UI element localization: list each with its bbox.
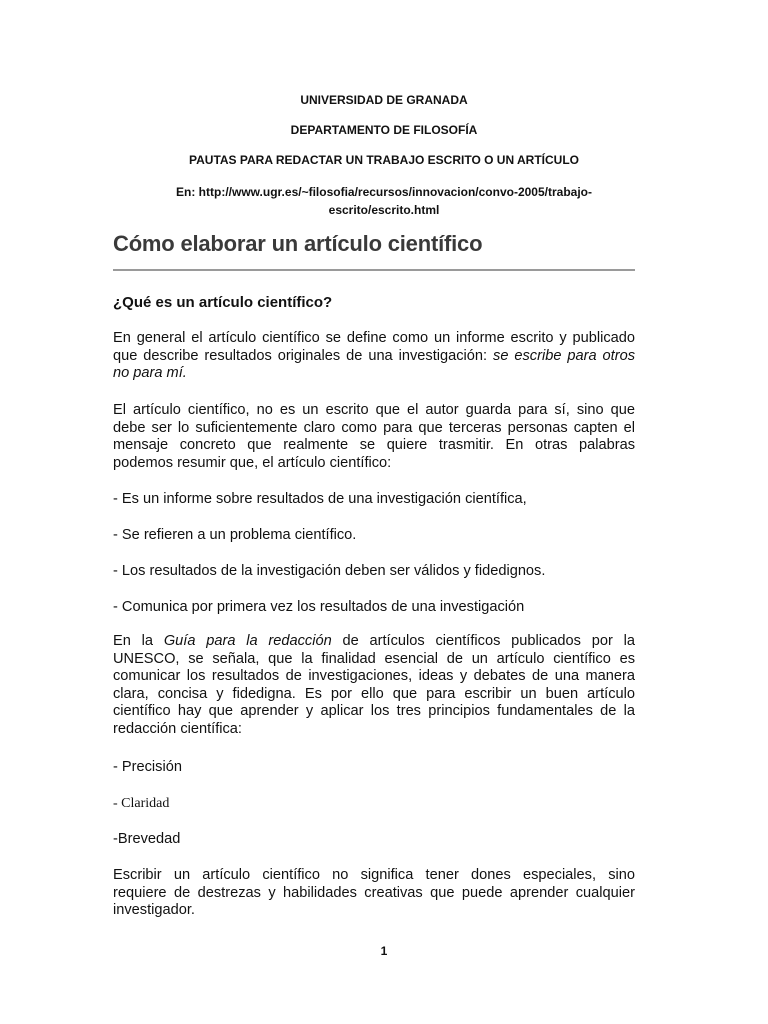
source-url-line-2: escrito/escrito.html <box>328 203 440 217</box>
paragraph-line: redacción científica: <box>113 720 242 737</box>
section-heading: ¿Qué es un artículo científico? <box>113 294 333 311</box>
paragraph-line: UNESCO, se señala, que la finalidad esencial de un artículo científico es <box>113 650 635 667</box>
paragraph-line: En general el artículo científico se define como un informe escrito y publicado <box>113 330 635 346</box>
list-item: - Se refieren a un problema científico. <box>113 527 357 543</box>
paragraph-line: podemos resumir que, el artículo científico: <box>113 454 392 471</box>
italic-run: no para mí. <box>113 365 187 381</box>
principle-item: - Claridad <box>113 796 170 811</box>
title-divider <box>113 269 635 271</box>
italic-run: Guía para la redacción <box>163 633 332 649</box>
paragraph-line: Escribir un artículo científico no significa tener dones especiales, sino <box>113 867 635 883</box>
paragraph-line: investigador. <box>113 902 195 918</box>
source-url-line-1: En: http://www.ugr.es/~filosofia/recursos/innovacion/convo-2005/trabajo- <box>176 185 592 199</box>
list-item: - Es un informe sobre resultados de una investigación científica, <box>113 491 527 507</box>
list-item: - Los resultados de la investigación deben ser válidos y fidedignos. <box>113 563 546 579</box>
paragraph-line <box>113 348 635 366</box>
principle-item: - Precisión <box>113 759 182 775</box>
paragraph-line: comunicar los resultados de investigaciones, ideas y debates de una manera <box>113 668 635 684</box>
page-title: Cómo elaborar un artículo científico <box>113 231 483 256</box>
paragraph-definition <box>113 330 635 383</box>
paragraph-line: El artículo científico, no es un escrito que el autor guarda para sí, sino que <box>113 402 635 418</box>
paragraph-line: mensaje concreto que realmente se quiere trasmitir. En otras palabras <box>113 437 635 453</box>
list-item: - Comunica por primera vez los resultados de una investigación <box>113 599 525 615</box>
page-number: 1 <box>380 944 388 958</box>
paragraph-line: debe ser lo suficientemente claro como para que terceras personas capten el <box>113 419 635 436</box>
paragraph-line: requiere de destrezas y habilidades creativas que puede aprender cualquier <box>113 884 635 901</box>
principle-item: -Brevedad <box>113 831 181 847</box>
paragraph-line <box>113 365 635 383</box>
paragraph-skills <box>113 867 635 920</box>
text-run: que describe resultados originales de una investigación: <box>113 347 494 364</box>
header-university: UNIVERSIDAD DE GRANADA <box>300 93 468 107</box>
italic-run: se escribe para otros <box>493 347 635 364</box>
text-run: de artículos científicos publicados por la <box>331 633 635 649</box>
header-source-url <box>100 183 668 219</box>
paragraph-unesco <box>113 633 635 738</box>
paragraph-line: clara, concisa y fidedigna. Es por ello que para escribir un buen artículo <box>113 685 635 702</box>
paragraph-line: científico hay que aprender y aplicar los tres principios fundamentales de la <box>113 703 635 719</box>
paragraph-line <box>113 633 635 651</box>
paragraph-purpose <box>113 402 635 472</box>
text-run: En la <box>113 633 164 649</box>
header-subject: PAUTAS PARA REDACTAR UN TRABAJO ESCRITO O UN ARTÍCULO <box>189 153 579 167</box>
header-department: DEPARTAMENTO DE FILOSOFÍA <box>290 123 478 137</box>
